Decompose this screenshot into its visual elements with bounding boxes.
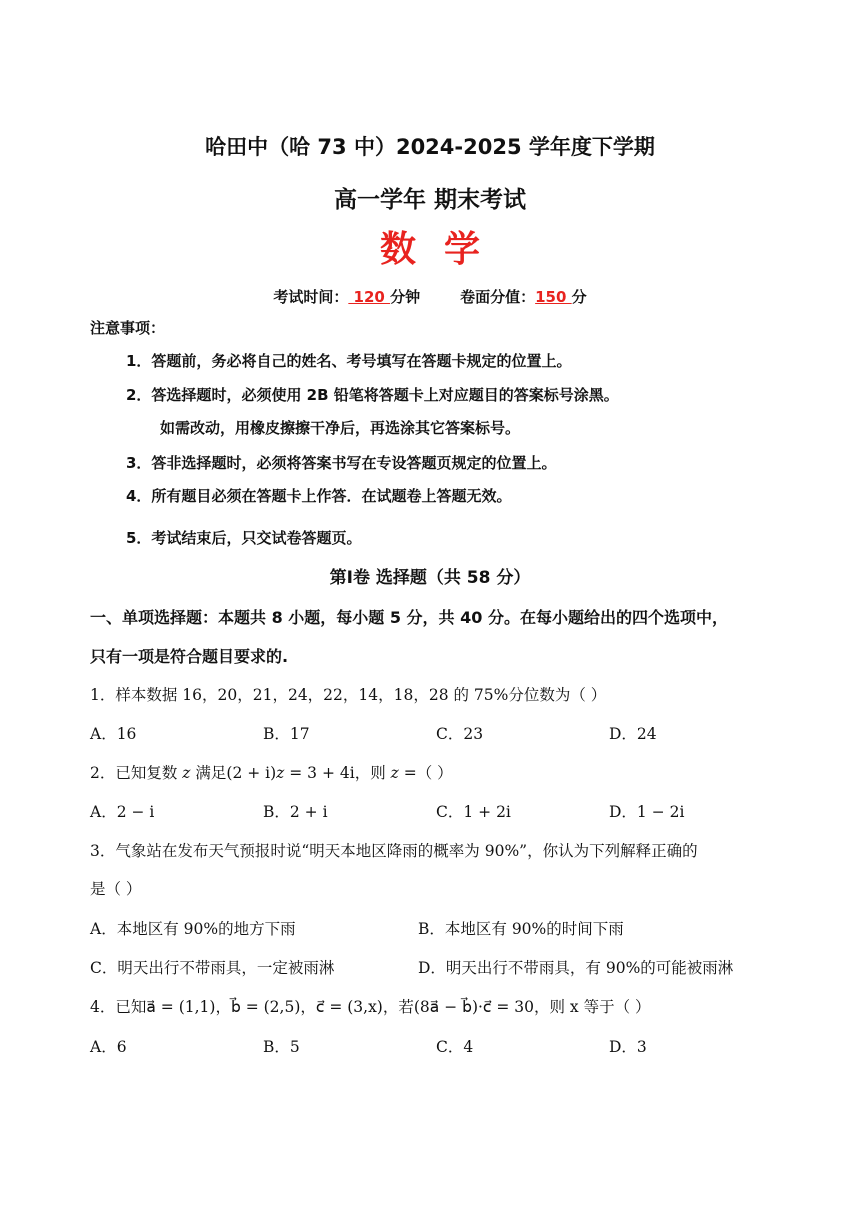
time-unit: 分钟 <box>390 288 421 306</box>
score-value: 150 <box>535 288 572 306</box>
question-3-option-a: A．本地区有 90%的地方下雨 <box>90 920 296 938</box>
question-2-option-c: C．1 + 2i <box>436 803 511 821</box>
question-1-option-b: B．17 <box>263 725 310 743</box>
question-3-stem-cont: 是（ ） <box>90 880 142 898</box>
note-item: 5．考试结束后，只交试卷答题页。 <box>126 529 362 547</box>
question-4-option-c: C．4 <box>436 1038 474 1056</box>
time-label: 考试时间： <box>273 288 349 306</box>
note-item: 4．所有题目必须在答题卡上作答．在试题卷上答题无效。 <box>126 487 512 505</box>
question-1-option-d: D．24 <box>609 725 657 743</box>
question-4-option-d: D．3 <box>609 1038 647 1056</box>
question-1-option-c: C．23 <box>436 725 484 743</box>
question-4-option-a: A．6 <box>90 1038 127 1056</box>
score-unit: 分 <box>571 288 587 306</box>
question-3-option-b: B．本地区有 90%的时间下雨 <box>418 920 624 938</box>
question-2-option-d: D．1 − 2i <box>609 803 685 821</box>
question-3-option-d: D．明天出行不带雨具，有 90%的可能被雨淋 <box>418 959 734 977</box>
notes-heading: 注意事项： <box>90 319 166 337</box>
exam-subtitle: 高一学年 期末考试 <box>333 187 526 213</box>
question-1-stem: 1．样本数据 16，20，21，24，22，14，18，28 的 75%分位数为（ ） <box>90 686 607 704</box>
part-instructions: 只有一项是符合题目要求的. <box>90 647 289 666</box>
question-1-option-a: A．16 <box>90 725 137 743</box>
question-4-stem: 4．已知a⃗ = (1,1)，b⃗ = (2,5)，c⃗ = (3,x)，若(8a⃗ − b⃗)·c⃗ = 30，则 x 等于（ ） <box>90 998 651 1016</box>
question-2-stem: 2．已知复数 z 满足(2 + i)z = 3 + 4i，则 z =（ ） <box>90 764 453 782</box>
note-item: 如需改动，用橡皮擦擦干净后，再选涂其它答案标号。 <box>160 419 521 437</box>
question-2-option-b: B．2 + i <box>263 803 328 821</box>
subject-title: 数学 <box>379 229 508 270</box>
time-value: 120 <box>348 288 391 306</box>
exam-info <box>0 285 860 309</box>
exam-title: 哈田中（哈 73 中）2024-2025 学年度下学期 <box>205 135 655 159</box>
score-label: 卷面分值： <box>460 288 536 306</box>
question-3-option-c: C．明天出行不带雨具，一定被雨淋 <box>90 959 335 977</box>
question-4-option-b: B．5 <box>263 1038 300 1056</box>
note-item: 3．答非选择题时，必须将答案书写在专设答题页规定的位置上。 <box>126 454 557 472</box>
section-title: 第Ⅰ卷 选择题（共 58 分） <box>329 568 531 588</box>
question-2-option-a: A．2 − i <box>90 803 155 821</box>
question-3-stem: 3．气象站在发布天气预报时说“明天本地区降雨的概率为 90%”，你认为下列解释正确的 <box>90 842 698 860</box>
note-item: 2．答选择题时，必须使用 2B 铅笔将答题卡上对应题目的答案标号涂黑。 <box>126 386 619 404</box>
part-instructions: 一、单项选择题：本题共 8 小题，每小题 5 分，共 40 分。在每小题给出的四个选项中， <box>90 608 728 627</box>
note-item: 1．答题前，务必将自己的姓名、考号填写在答题卡规定的位置上。 <box>126 352 572 370</box>
